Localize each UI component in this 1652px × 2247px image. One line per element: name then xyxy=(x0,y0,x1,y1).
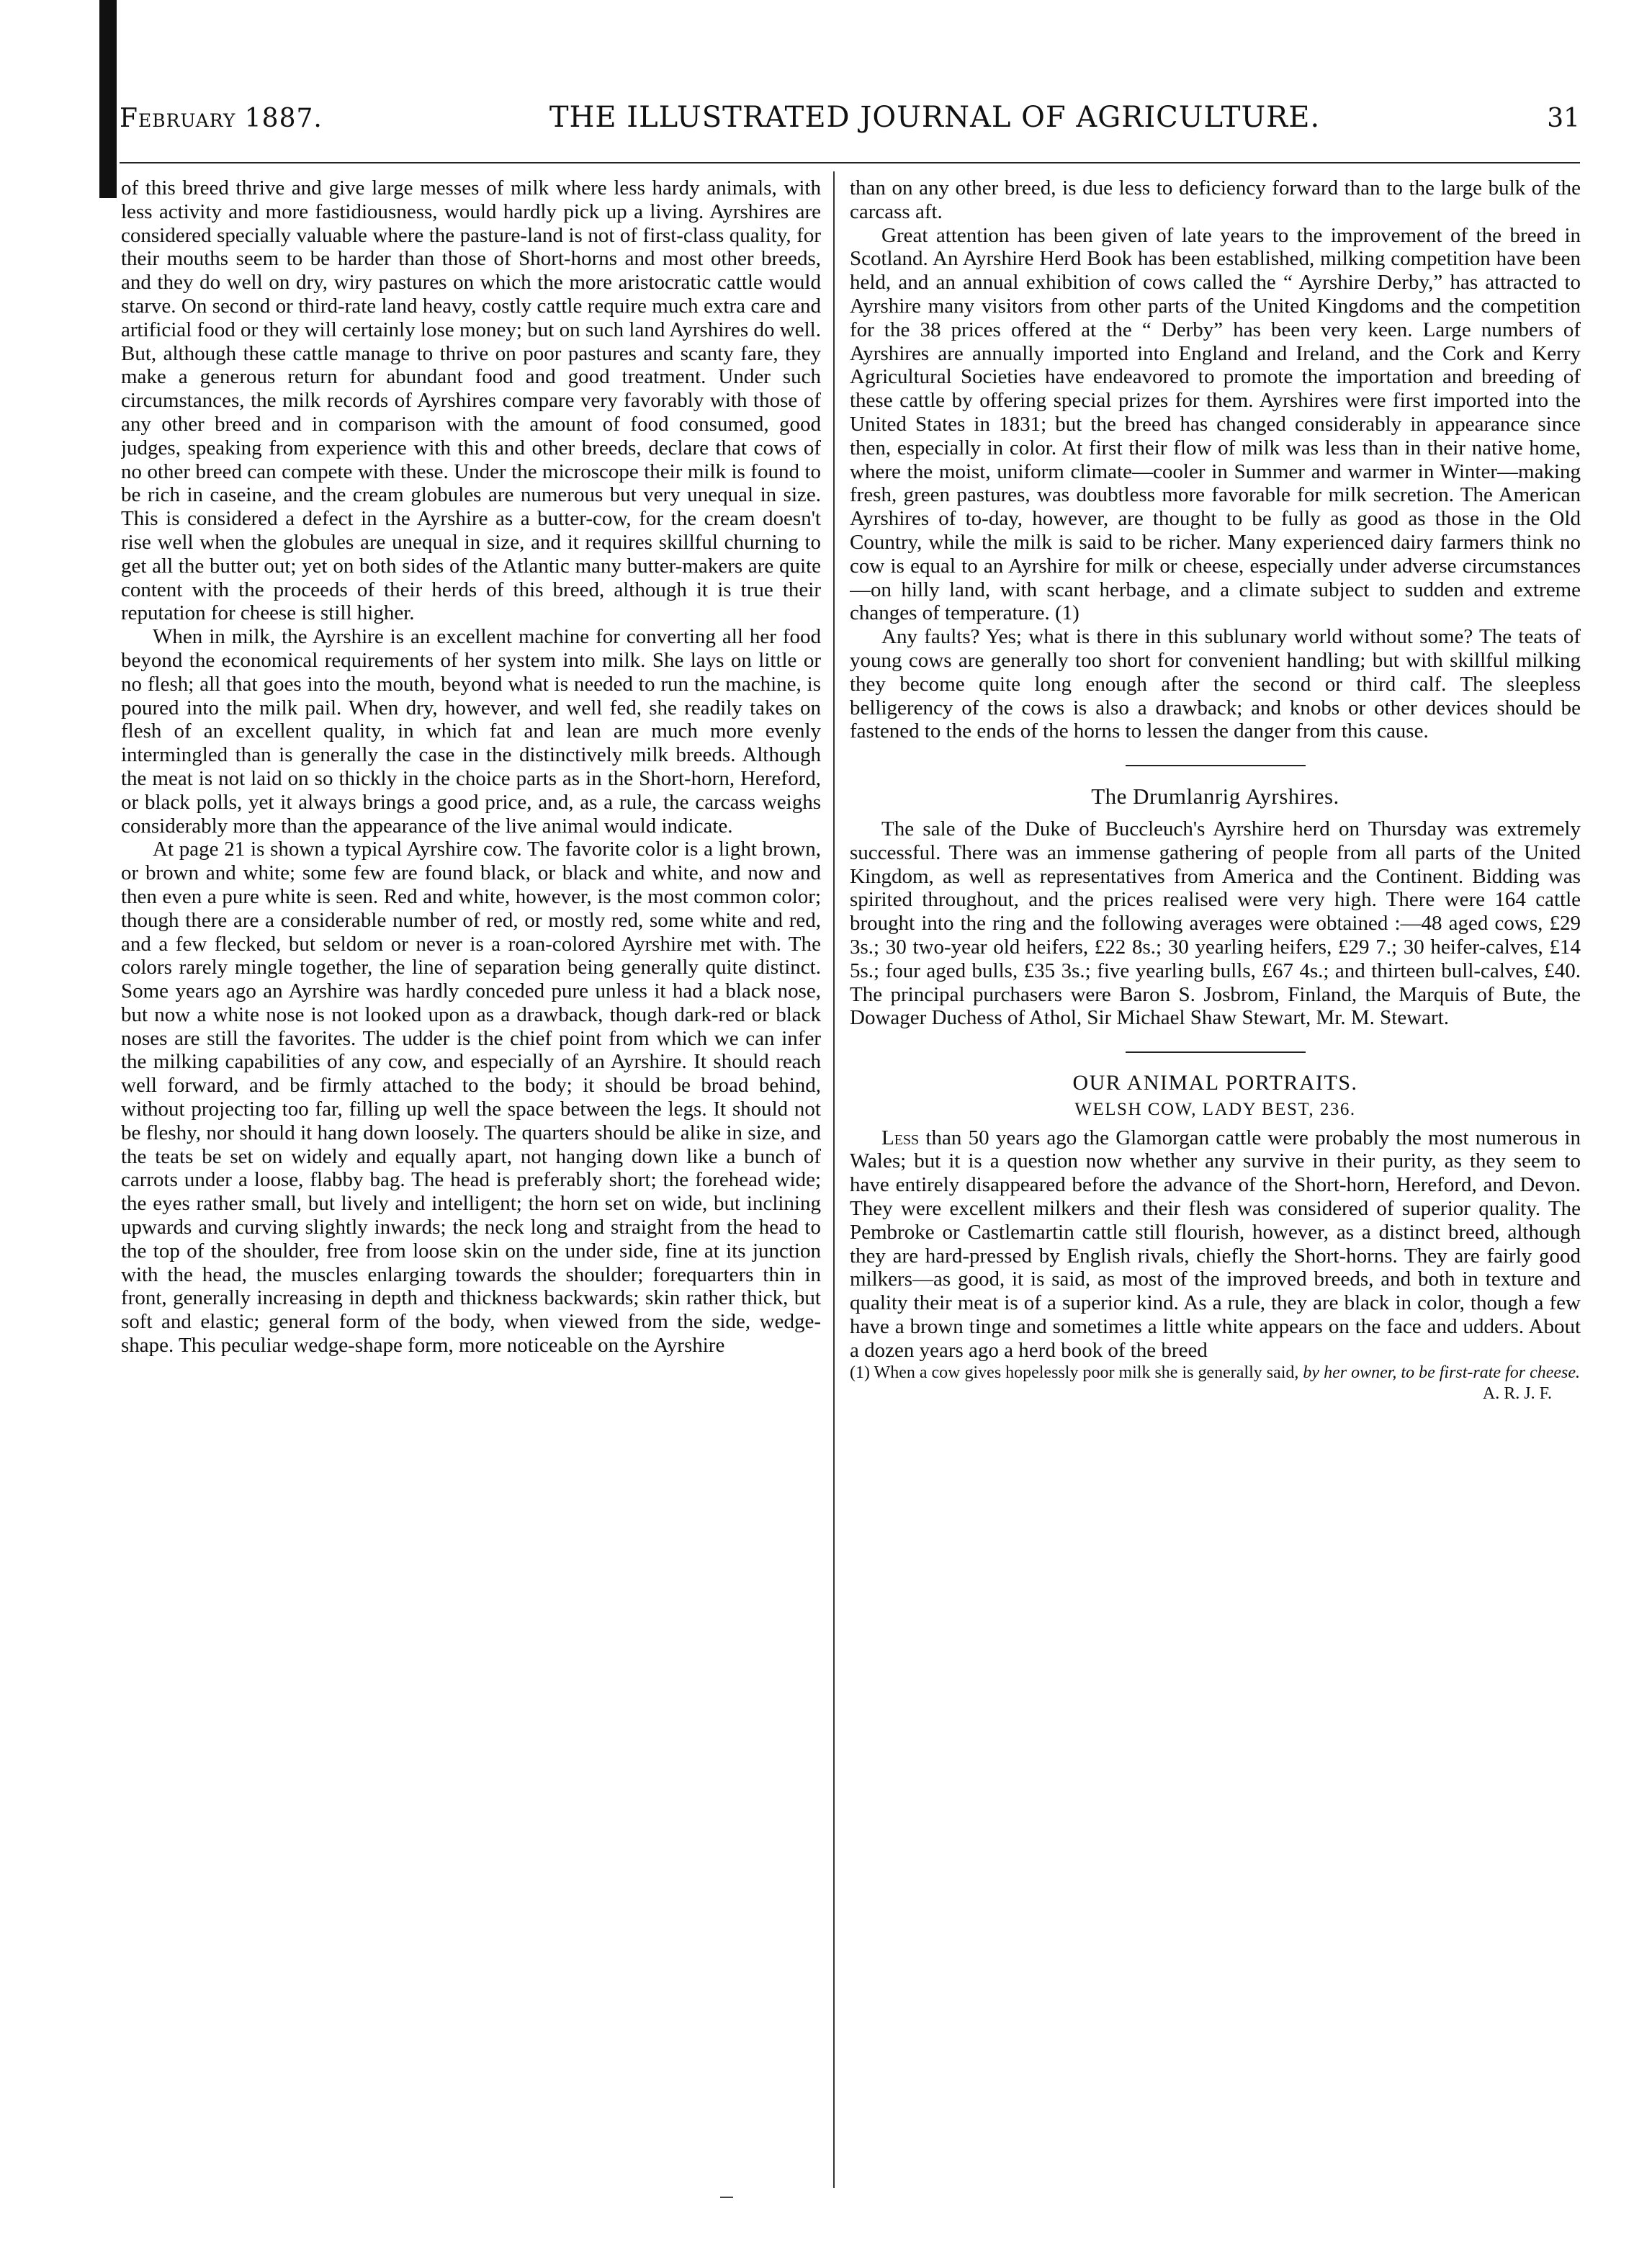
right-paragraph-3: Any faults? Yes; what is there in this sublunary world without some? The teats of young cows are generally too short for convenient handling; but with skillful milking they become quite long enough after the second or third calf. The sleepless belligerency of the cows is also a drawback; and knobs or other devices should be fastened to the ends of the horns to lessen the danger from this cause. xyxy=(850,625,1581,743)
left-paragraph-1: of this breed thrive and give large messes of milk where less hardy animals, with less activity and more fastidiousness, would hardly pick up a living. Ayrshires are considered specially valuable where the pasture-land is not of first-class quality, for their mouths seem to be harder than those of Short-horns and most other breeds, and they do well on dry, wiry pastures on which the more aristocratic cattle would starve. On second or third-rate land heavy, costly cattle require much extra care and artificial food or they will certainly lose money; but on such land Ayrshires do well. But, although these cattle manage to thrive on poor pastures and scanty fare, they make a generous return for abundant food and good treatment. Under such circumstances, the milk records of Ayrshires compare very favorably with those of any other breed and in comparison with the amount of food consumed, good judges, speaking from experience with this and other breeds, declare that cows of no other breed can compete with these. Under the microscope their milk is found to be rich in caseine, and the cream globules are numerous but very unequal in size. This is considered a defect in the Ayrshire as a butter-cow, for the cream doesn't rise well when the globules are unequal in size, and it requires skillful churning to get all the butter out; yet on both sides of the Atlantic many butter-makers are quite content with the proceeds of their herds of this breed, although it is true their reputation for cheese is still higher. xyxy=(121,176,821,625)
section-divider xyxy=(1126,765,1306,766)
right-paragraph-1: than on any other breed, is due less to deficiency forward than to the large bulk of the carcass aft. xyxy=(850,176,1581,223)
margin-binding-rule xyxy=(99,0,117,198)
right-paragraph-2: Great attention has been given of late years to the improvement of the breed in Scotland. An Ayrshire Herd Book has been established, milking competition have been held, and an annual exhibition of cows called the “ Ayrshire Derby,” has attracted to Ayrshire many visitors from other parts of the United Kingdoms and the competition for the 38 prices offered at the “ Derby” has been very keen. Large numbers of Ayrshires are annually imported into England and Ireland, and the Cork and Kerry Agricultural Societies have endeavored to promote the importation and breeding of these cattle by offering special prizes for them. Ayrshires were first imported into the United States in 1831; but the breed has changed considerably in appearance since then, especially in color. At first their flow of milk was less than in their native home, where the moist, uniform climate—cooler in Summer and warmer in Winter—making fresh, green pastures, was doubtless more favorable for milk secretion. The American Ayrshires of to-day, however, are thought to be fully as good as those in the Old Country, while the milk is said to be richer. Many experienced dairy farmers think no cow is equal to an Ayrshire for milk or cheese, especially under adverse circumstances—on hilly land, with scant herbage, and a climate subject to sudden and extreme changes of temperature. (1) xyxy=(850,223,1581,625)
page-header xyxy=(120,101,1580,151)
portraits-body: than 50 years ago the Glamorgan cattle were probably the most numerous in Wales; but it is a question now whether any survive in their purity, as they seem to have entirely disappeared before the advance of the Short-horn, Hereford, and Devon. They were excellent milkers and their flesh was considered of superior quality. The Pembroke or Castlemartin cattle still flourish, however, as a distinct breed, although they are hard-pressed by English rivals, chiefly the Short-horns. They are fairly good milkers—as good, it is said, as most of the improved breeds, and both in texture and quality their meat is of a superior kind. As a rule, they are black in color, though a few have a brown tinge and sometimes a little white appears on the face and udders. About a dozen years ago a herd book of the breed xyxy=(850,1126,1581,1362)
header-date: February 1887. xyxy=(120,104,323,133)
portraits-heading: OUR ANIMAL PORTRAITS. xyxy=(1072,1071,1358,1095)
left-paragraph-2: When in milk, the Ayrshire is an excellent machine for converting all her food beyond the economical requirements of her system into milk. She lays on little or no flesh; all that goes into the mouth, beyond what is needed to run the machine, is poured into the milk pail. When dry, however, and well fed, she readily takes on flesh of an excellent quality, in which fat and lean are much more evenly intermingled than is generally the case in the distinctively milk breeds. Although the meat is not laid on so thickly in the choice parts as in the Short-horn, Hereford, or black polls, yet it always brings a good price, and, as a rule, the carcass weighs considerably more than the appearance of the live animal would indicate. xyxy=(121,625,821,838)
portraits-paragraph xyxy=(850,1126,1581,1363)
drumlanrig-heading: The Drumlanrig Ayrshires. xyxy=(1091,784,1339,809)
footnote-text: (1) When a cow gives hopelessly poor milk she is generally said, xyxy=(850,1363,1299,1382)
bottom-mark xyxy=(720,2197,733,2198)
left-paragraph-3: At page 21 is shown a typical Ayrshire cow. The favorite color is a light brown, or brown and white; some few are found black, or black and white, and now and then even a pure white is seen. Red and white, however, is the most common color; though there are a considerable number of red, or mostly red, some white and red, and a few flecked, but seldom or never is a roan-colored Ayrshire met with. The colors rarely mingle together, the line of separation being generally quite distinct. Some years ago an Ayrshire was hardly conceded pure unless it had a black nose, but now a white nose is not looked upon as a drawback, though dark-red or black noses are still the favorites. The udder is the chief point from which we can infer the milking capabilities of any cow, and especially of an Ayrshire. It should reach well forward, and be firmly attached to the body; it should be broad behind, without projecting too far, filling up well the space between the legs. It should not be fleshy, nor should it hang down loosely. The quarters should be alike in size, and the teats be set on widely and equally apart, not hanging down like a bunch of carrots under a loose, flabby bag. The head is preferably short; the forehead wide; the eyes rather small, but lively and intelligent; the horn set on wide, but inclining upwards and curving slightly inwards; the neck long and straight from the head to the top of the shoulder, free from loose skin on the under side, fine at its junction with the head, the muscles enlarging towards the shoulder; forequarters thin in front, generally increasing in depth and thickness backwards; skin rather thick, but soft and elastic; general form of the body, when viewed from the side, wedge-shape. This peculiar wedge-shape form, more noticeable on the Ayrshire xyxy=(121,838,821,1358)
lead-word: Less xyxy=(881,1126,920,1149)
section-divider xyxy=(1126,1051,1306,1053)
page-number: 31 xyxy=(1547,104,1580,133)
portraits-subheading: WELSH COW, LADY BEST, 236. xyxy=(1074,1099,1356,1119)
drumlanrig-paragraph: The sale of the Duke of Buccleuch's Ayrshire herd on Thursday was extremely successful. There was an immense gathering of people from all parts of the United Kingdom, as well as representatives from America and the Continent. Bidding was spirited throughout, and the prices realised were very high. There were 164 cattle brought into the ring and the following averages were obtained :—48 aged cows, £29 3s.; 30 two-year old heifers, £22 8s.; 30 yearling heifers, £29 7.; 30 heifer-calves, £14 5s.; four aged bulls, £35 3s.; five yearling bulls, £67 4s.; and thirteen bull-calves, £40. The principal purchasers were Baron S. Josbrom, Finland, the Marquis of Bute, the Dowager Duchess of Athol, Sir Michael Shaw Stewart, Mr. M. Stewart. xyxy=(850,817,1581,1030)
journal-title: THE ILLUSTRATED JOURNAL OF AGRICULTURE. xyxy=(549,101,1321,134)
footnote-signature: A. R. J. F. xyxy=(1482,1383,1552,1403)
left-column xyxy=(121,176,821,2193)
right-column xyxy=(850,176,1581,2193)
footnote-italic: by her owner, to be first-rate for cheese. xyxy=(1303,1363,1581,1382)
column-divider xyxy=(833,171,835,2188)
footnote xyxy=(850,1363,1581,1403)
header-rule xyxy=(120,162,1580,163)
